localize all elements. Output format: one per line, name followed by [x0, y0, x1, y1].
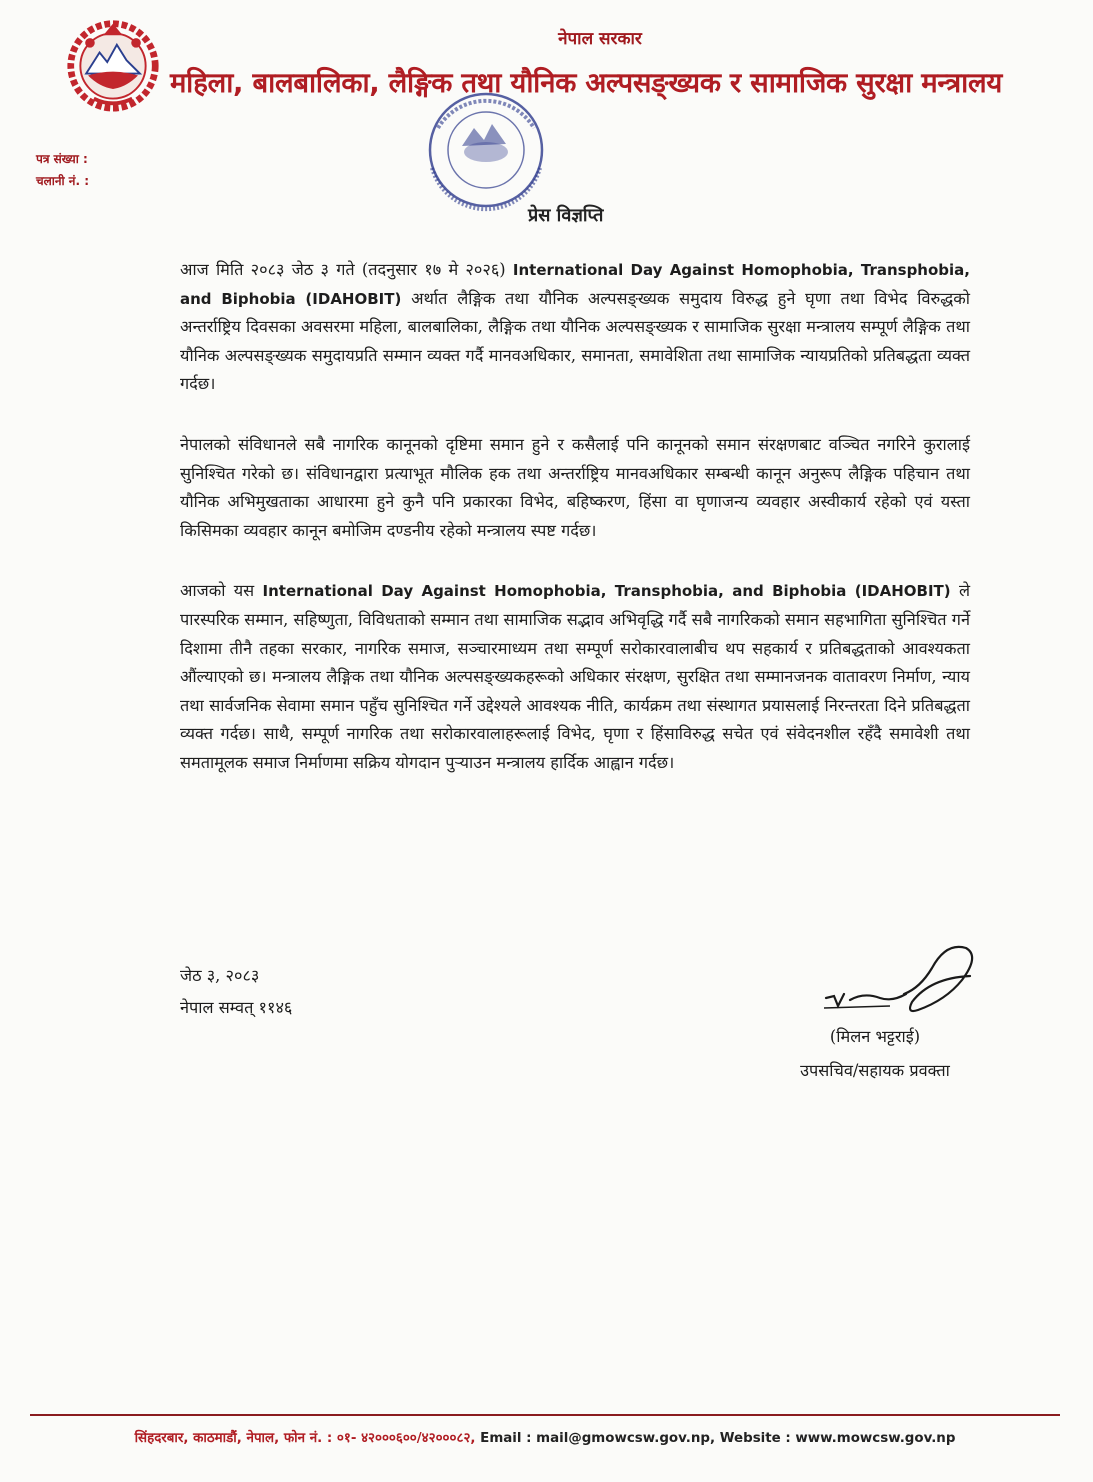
footer-website: Website : www.mowcsw.gov.np: [719, 1431, 956, 1446]
footer-contact: [40, 1428, 1050, 1446]
footer-address: सिंहदरबार, काठमाडौं, नेपाल, फोन नं. : ०१- ४२०००६००/४२०००८२,: [134, 1431, 476, 1446]
dispatch-number-label: चलानी नं. :: [36, 174, 90, 188]
footer-divider: [30, 1414, 1060, 1416]
ref-number-label: पत्र संख्या :: [36, 152, 88, 166]
paragraph-2: नेपालको संविधानले सबै नागरिक कानूनको दृष्टिमा समान हुने र कसैलाई पनि कानूनको समान संरक्षणबाट वञ्चित नगरिने कुरालाई सुनिश्चित गरेको छ। संविधानद्वारा प्रत्याभूत मौलिक हक तथा अन्तर्राष्ट्रिय मानवअधिकार सम्बन्धी कानून अनुरूप लैङ्गिक पहिचान तथा यौनिक अभिमुखताका आधारमा हुने कुनै पनि प्रकारका विभेद, बहिष्करण, हिंसा वा घृणाजन्य व्यवहार अस्वीकार्य रहेको एवं यस्ता किसिमका व्यवहार कानून बमोजिम दण्डनीय रहेको मन्त्रालय स्पष्ट गर्दछ।: [180, 434, 970, 540]
paragraph-3-intro: आजको यस: [180, 581, 255, 601]
paragraph-1-event-name: International Day Against Homophobia, Transphobia, and Biphobia (IDAHOBIT): [180, 261, 970, 308]
signer-designation: उपसचिव/सहायक प्रवक्ता: [800, 1061, 950, 1080]
paragraph-1-rest: अर्थात लैङ्गिक तथा यौनिक अल्पसङ्ख्यक समुदाय विरुद्ध हुने घृणा तथा विभेद विरुद्धको अन्तर्राष्ट्रिय दिवसका अवसरमा महिला, बालबालिका, लैङ्गिक तथा यौनिक अल्पसङ्ख्यक र सामाजिक सुरक्षा मन्त्रालय सम्पूर्ण लैङ्गिक तथा यौनिक अल्पसङ्ख्यक समुदायप्रति सम्मान व्यक्त गर्दै मानवअधिकार, समानता, समावेशिता तथा सामाजिक न्यायप्रतिको प्रतिबद्धता व्यक्त गर्दछ।: [180, 288, 970, 394]
date-bs: जेठ ३, २०८३: [180, 966, 260, 985]
signer-block: [760, 1020, 990, 1088]
date-block: [180, 960, 292, 1024]
signer-name: (मिलन भट्टराई): [829, 1027, 921, 1046]
press-release-title: प्रेस विज्ञप्ति: [528, 205, 604, 226]
paragraph-1: [180, 256, 970, 399]
ministry-name: महिला, बालबालिका, लैङ्गिक तथा यौनिक अल्पसङ्ख्यक र सामाजिक सुरक्षा मन्त्रालय: [170, 67, 1002, 99]
paragraph-1-intro: आज मिति २०८३ जेठ ३ गते (तदनुसार १७ मे २०२६): [180, 260, 506, 279]
handwritten-signature-icon: [820, 928, 980, 1028]
paragraph-3-event-name: International Day Against Homophobia, Transphobia, and Biphobia (IDAHOBIT): [262, 582, 951, 601]
footer-email: Email : mail@gmowcsw.gov.np,: [480, 1431, 716, 1446]
nepal-government-emblem-icon: [64, 16, 162, 112]
nepal-sambat-date: नेपाल सम्वत् ११४६: [180, 998, 293, 1017]
paragraph-3: [180, 577, 970, 777]
paragraph-3-rest: ले पारस्परिक सम्मान, सहिष्णुता, विविधताको सम्मान तथा सामाजिक सद्भाव अभिवृद्धि गर्दै सबै नागरिकको समान सहभागिता सुनिश्चित गर्ने दिशामा तीनै तहका सरकार, नागरिक समाज, सञ्चारमाध्यम तथा सम्पूर्ण सरोकारवालाबीच थप सहकार्य र प्रतिबद्धताको आवश्यकता औंल्याएको छ। मन्त्रालय लैङ्गिक तथा यौनिक अल्पसङ्ख्यकहरूको अधिकार संरक्षण, सुरक्षित तथा सम्मानजनक वातावरण निर्माण, न्याय तथा सार्वजनिक सेवामा समान पहुँच सुनिश्चित गर्ने उद्देश्यले आवश्यक नीति, कार्यक्रम तथा संस्थागत प्रयासलाई निरन्तरता दिने प्रतिबद्धता व्यक्त गर्दछ। साथै, सम्पूर्ण नागरिक तथा सरोकारवालाहरूलाई विभेद, घृणा र हिंसाविरुद्ध सचेत एवं संवेदनशील रहँदै समावेशी तथा समतामूलक समाज निर्माणमा सक्रिय योगदान पुर्‍याउन मन्त्रालय हार्दिक आह्वान गर्दछ।: [180, 581, 971, 772]
press-release-body: [180, 256, 970, 810]
government-name: नेपाल सरकार: [558, 29, 642, 49]
